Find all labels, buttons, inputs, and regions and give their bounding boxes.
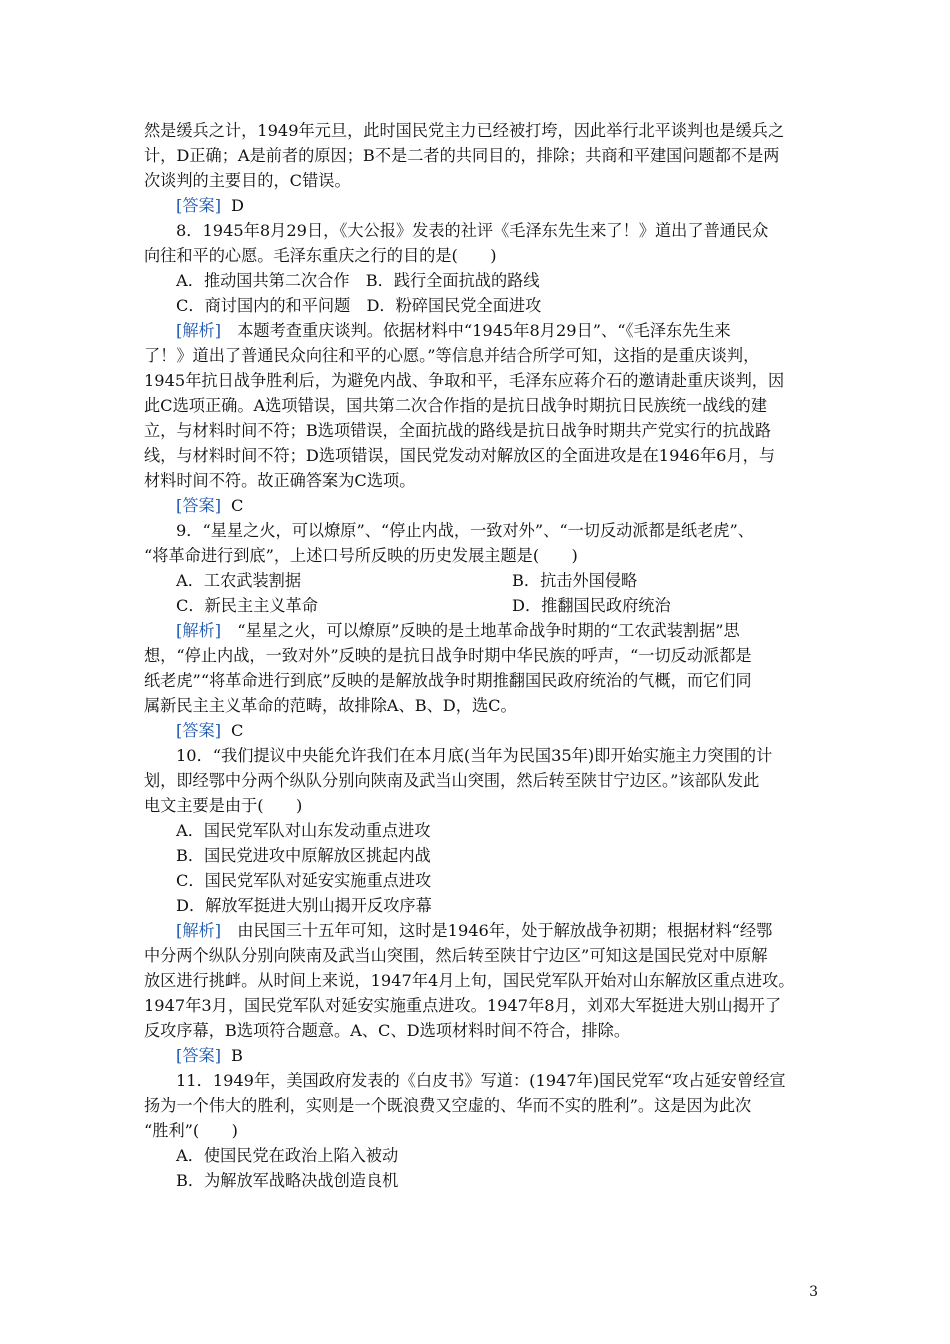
analysis-line: [144, 918, 812, 943]
analysis-line: 此C选项正确。A选项错误，国共第二次合作指的是抗日战争时期抗日民族统一战线的建: [144, 396, 768, 415]
analysis-line: 放区进行挑衅。从时间上来说，1947年4月上旬，国民党军队开始对山东解放区重点进攻。: [144, 971, 795, 990]
answer-label: [答案]: [176, 1046, 222, 1065]
analysis-line: 中分两个纵队分别向陕南及武当山突围，然后转至陕甘宁边区”可知这是国民党对中原解: [144, 946, 768, 965]
question-stem: 11．1949年，美国政府发表的《白皮书》写道：(1947年)国民党军“攻占延安曾经宣: [176, 1071, 786, 1090]
analysis-line: 反攻序幕，B选项符合题意。A、C、D选项材料时间不符合，排除。: [144, 1021, 631, 1040]
answer-value: D: [231, 196, 244, 215]
answer-label: [答案]: [176, 196, 222, 215]
option-line: A．推动国共第二次合作 B．践行全面抗战的路线: [176, 271, 540, 290]
answer-value: C: [231, 496, 244, 515]
option-c: C．新民主主义革命: [176, 596, 318, 615]
option-row: [144, 593, 812, 618]
option-a: A．工农武装割据: [176, 571, 302, 590]
option-row: [144, 568, 812, 593]
analysis-text: 由民国三十五年可知，这时是1946年，处于解放战争初期；根据材料“经鄂: [221, 921, 773, 940]
analysis-label: [解析]: [176, 321, 222, 340]
analysis-line: 立，与材料时间不符；B选项错误，全面抗战的路线是抗日战争时期共产党实行的抗战路: [144, 421, 772, 440]
analysis-text: 本题考查重庆谈判。依据材料中“1945年8月29日”、“《毛泽东先生来: [221, 321, 731, 340]
page-content: [144, 118, 812, 1193]
analysis-line: 1947年3月，国民党军队对延安实施重点进攻。1947年8月，刘邓大军挺进大别山揭开了: [144, 996, 782, 1015]
analysis-line: 材料时间不符。故正确答案为C选项。: [144, 471, 416, 490]
question-stem: 电文主要是由于( ): [144, 796, 303, 815]
answer-line-q7: [144, 193, 812, 218]
analysis-line: [144, 318, 812, 343]
analysis-line: 了！》道出了普通民众向往和平的心愿。”等信息并结合所学可知，这指的是重庆谈判，: [144, 346, 760, 365]
question-stem: 扬为一个伟大的胜利，实则是一个既浪费又空虚的、华而不实的胜利”。这是因为此次: [144, 1096, 752, 1115]
answer-line-q10: [144, 1043, 812, 1068]
page-number: 3: [809, 1284, 818, 1300]
answer-line-q9: [144, 718, 812, 743]
question-stem: 8．1945年8月29日，《大公报》发表的社评《毛泽东先生来了！》道出了普通民众: [176, 221, 769, 240]
option-line: B．国民党进攻中原解放区挑起内战: [176, 846, 431, 865]
answer-line-q8: [144, 493, 812, 518]
question-stem: “将革命进行到底”，上述口号所反映的历史发展主题是( ): [144, 546, 578, 565]
analysis-line: 想，“停止内战，一致对外”反映的是抗日战争时期中华民族的呼声，“一切反动派都是: [144, 646, 752, 665]
text-line: 然是缓兵之计，1949年元旦，此时国民党主力已经被打垮，因此举行北平谈判也是缓兵之: [144, 121, 785, 140]
question-stem: “胜利”( ): [144, 1121, 238, 1140]
question-stem: 划，即经鄂中分两个纵队分别向陕南及武当山突围，然后转至陕甘宁边区。”该部队发此: [144, 771, 760, 790]
analysis-line: 1945年抗日战争胜利后，为避免内战、争取和平，毛泽东应蒋介石的邀请赴重庆谈判，因: [144, 371, 785, 390]
answer-value: C: [231, 721, 244, 740]
answer-value: B: [231, 1046, 243, 1065]
question-stem: 9．“星星之火，可以燎原”、“停止内战，一致对外”、“一切反动派都是纸老虎”、: [176, 521, 754, 540]
analysis-line: [144, 618, 812, 643]
answer-label: [答案]: [176, 721, 222, 740]
analysis-label: [解析]: [176, 921, 222, 940]
option-line: A．国民党军队对山东发动重点进攻: [176, 821, 431, 840]
question-stem: 10．“我们提议中央能允许我们在本月底(当年为民国35年)即开始实施主力突围的计: [176, 746, 773, 765]
option-line: B．为解放军战略决战创造良机: [176, 1171, 399, 1190]
option-b: B．抗击外国侵略: [512, 571, 638, 590]
analysis-line: 纸老虎”“将革命进行到底”反映的是解放战争时期推翻国民政府统治的气概，而它们同: [144, 671, 752, 690]
text-line: 计，D正确；A是前者的原因；B不是二者的共同目的，排除；共商和平建国问题都不是两: [144, 146, 780, 165]
option-line: C．国民党军队对延安实施重点进攻: [176, 871, 432, 890]
option-line: C．商讨国内的和平问题 D．粉碎国民党全面进攻: [176, 296, 542, 315]
analysis-text: “星星之火，可以燎原”反映的是土地革命战争时期的“工农武装割据”思: [221, 621, 740, 640]
text-line: 次谈判的主要目的，C错误。: [144, 171, 351, 190]
option-line: D．解放军挺进大别山揭开反攻序幕: [176, 896, 432, 915]
answer-label: [答案]: [176, 496, 222, 515]
analysis-line: 线，与材料时间不符；D选项错误，国民党发动对解放区的全面进攻是在1946年6月，与: [144, 446, 776, 465]
analysis-line: 属新民主主义革命的范畴，故排除A、B、D，选C。: [144, 696, 517, 715]
analysis-label: [解析]: [176, 621, 222, 640]
question-stem: 向往和平的心愿。毛泽东重庆之行的目的是( ): [144, 246, 497, 265]
option-d: D．推翻国民政府统治: [512, 596, 671, 615]
option-line: A．使国民党在政治上陷入被动: [176, 1146, 399, 1165]
